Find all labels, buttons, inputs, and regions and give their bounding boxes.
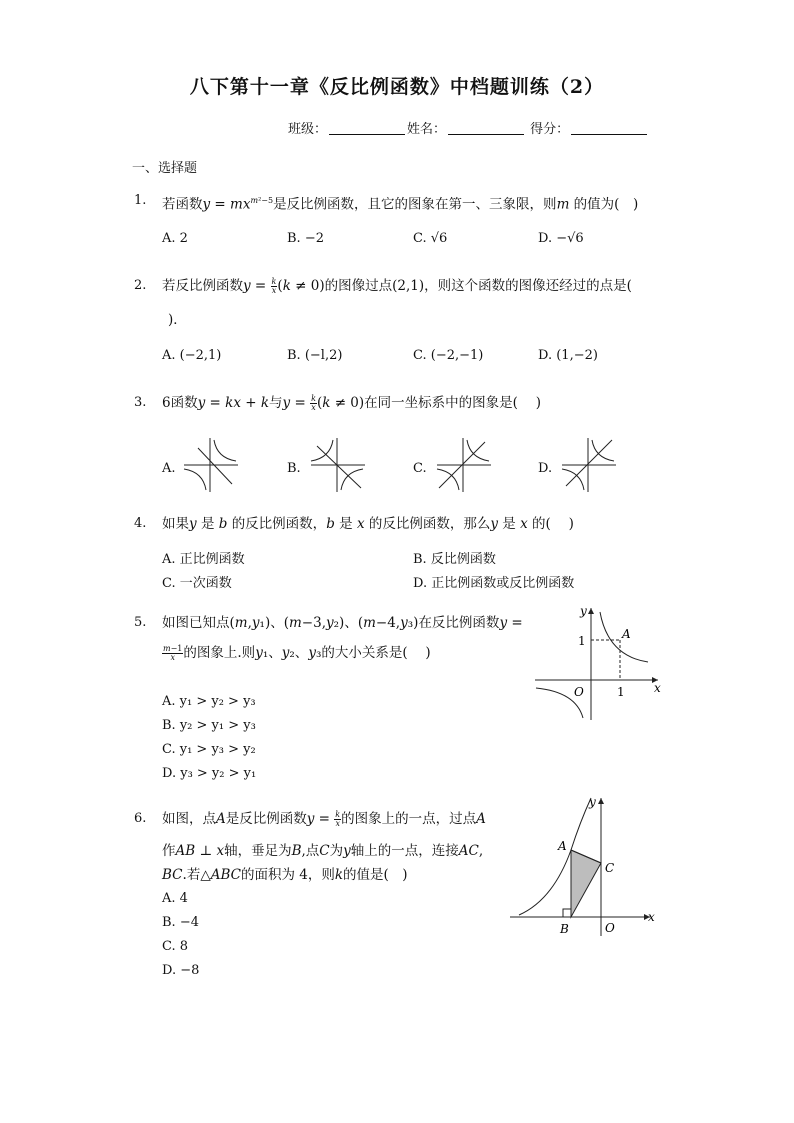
x-axis-label: x: [654, 681, 661, 695]
point-c-label: C: [605, 861, 615, 875]
figure-q5: [530, 600, 670, 725]
origin-label: O: [605, 921, 615, 935]
option-d[interactable]: D. 正比例函数或反比例函数: [413, 576, 575, 591]
question-stem-line2: 作AB ⊥ x轴，垂足为B,点C为y轴上的一点，连接AC,: [162, 843, 484, 859]
tick-x-label: 1: [617, 685, 625, 699]
option-d[interactable]: D. −8: [162, 963, 200, 978]
option-b[interactable]: B. −2: [287, 231, 324, 246]
name-label: 姓名：: [407, 122, 447, 137]
option-d[interactable]: D.: [538, 461, 553, 476]
option-b[interactable]: B. y₂ > y₁ > y₃: [162, 718, 256, 733]
score-blank[interactable]: [571, 122, 647, 135]
question-stem: 若函数$y = mx^{m^2-5}$是反比例函数，且它的图象在第一、三象限，则m 的值为( ): [162, 196, 639, 213]
question-number: 2.: [134, 278, 147, 293]
option-c[interactable]: C.: [413, 461, 427, 476]
question-number: 1.: [134, 193, 147, 208]
option-a[interactable]: A.: [162, 461, 176, 476]
section-title: 一、选择题: [132, 161, 198, 176]
question-number: 4.: [134, 516, 147, 531]
point-a-label: A: [558, 839, 567, 853]
option-d[interactable]: D. y₃ > y₂ > y₁: [162, 766, 257, 781]
fraction: $\frac{k}{x}$: [335, 810, 341, 828]
figure-q6: [505, 790, 665, 940]
question-stem-line2: $\frac{m-1}{x}$ 的图象上.则y₁、y₂、y₃的大小关系是( ): [163, 644, 431, 662]
question-5: [0, 614, 794, 789]
fraction: $\frac{k}{x}$: [271, 277, 277, 295]
option-a[interactable]: A. 正比例函数: [162, 552, 245, 567]
option-c[interactable]: C. (−2,−1): [413, 348, 484, 363]
question-number: 6.: [134, 811, 147, 826]
page-title: 八下第十一章《反比例函数》中档题训练（2）: [189, 76, 605, 98]
question-stem: 如果y 是 b 的反比例函数，b 是 x 的反比例函数，那么y 是 x 的( ): [162, 516, 574, 532]
question-stem: 如图已知点(m,y₁)、(m−3,y₂)、(m−4,y₃)在反比例函数y =: [162, 615, 523, 631]
question-6: [0, 810, 794, 980]
y-axis-label: y: [580, 604, 587, 618]
stem-text: ，则这个函数的图像还经过的点是(: [424, 278, 632, 294]
question-stem: 若反比例函数y = $\frac{k}{x}$ (k ≠ 0)的图像过点(2,1)，则这个函数的图像还经过的点是(: [162, 277, 632, 295]
question-4: [0, 515, 794, 595]
graph-option-c[interactable]: [433, 434, 493, 494]
question-stem-line3: BC.若△ABC的面积为 4，则k的值是( ): [162, 867, 408, 883]
question-stem: 6函数y = kx + k与y = $\frac{k}{x}$ (k ≠ 0)在同一坐标系中的图象是( ): [162, 394, 541, 412]
class-blank[interactable]: [329, 122, 405, 135]
question-3: [0, 394, 794, 494]
option-a[interactable]: A. 4: [162, 891, 188, 906]
question-number: 5.: [134, 615, 147, 630]
option-a[interactable]: A. y₁ > y₂ > y₃: [162, 694, 256, 709]
graph-option-d[interactable]: [558, 434, 618, 494]
option-c[interactable]: C. 8: [162, 939, 189, 954]
option-b[interactable]: B. 反比例函数: [413, 552, 496, 567]
stem-text: 与: [269, 395, 283, 411]
student-info-line: [288, 118, 649, 137]
question-1: [0, 192, 794, 252]
question-2: [0, 277, 794, 367]
question-number: 3.: [134, 395, 147, 410]
stem-text: 的值为( ): [573, 196, 639, 213]
math-expr: y: [202, 196, 211, 213]
option-c[interactable]: C. √6: [413, 231, 448, 246]
option-b[interactable]: B.: [287, 461, 301, 476]
name-blank[interactable]: [448, 122, 524, 135]
option-b[interactable]: B. −4: [162, 915, 199, 930]
stem-text: 若函数: [162, 196, 203, 213]
stem-text: )．: [168, 312, 187, 328]
option-d[interactable]: D. (1,−2): [538, 348, 598, 363]
class-label: 班级：: [288, 122, 328, 137]
fraction: $\frac{k}{x}$: [311, 394, 316, 412]
stem-text: 是反比例函数，且它的图象在第一、三象限，则: [273, 196, 557, 213]
score-label: 得分：: [530, 122, 570, 137]
option-d[interactable]: D. −√6: [538, 231, 584, 246]
stem-text: 6函数: [162, 395, 198, 411]
option-a[interactable]: A. 2: [162, 231, 188, 246]
graph-option-b[interactable]: [307, 434, 367, 494]
graph-option-a[interactable]: [180, 434, 240, 494]
stem-text: 在同一坐标系中的图象是( ): [364, 395, 541, 411]
option-c[interactable]: C. y₁ > y₃ > y₂: [162, 742, 256, 757]
point-b-label: B: [560, 922, 569, 936]
fraction: $\frac{m-1}{x}$: [163, 644, 183, 662]
point-a-label: A: [622, 627, 631, 641]
stem-text: 的图像过点: [324, 278, 393, 294]
stem-text: 若反比例函数: [162, 278, 243, 294]
option-c[interactable]: C. 一次函数: [162, 576, 232, 591]
question-stem: 如图，点A是反比例函数y = $\frac{k}{x}$ 的图象上的一点，过点A: [162, 810, 486, 828]
option-b[interactable]: B. (−l,2): [287, 348, 343, 363]
x-axis-label: x: [648, 910, 655, 924]
option-a[interactable]: A. (−2,1): [162, 348, 222, 363]
y-axis-label: y: [589, 795, 596, 809]
origin-label: O: [574, 685, 584, 699]
tick-y-label: 1: [578, 634, 586, 648]
